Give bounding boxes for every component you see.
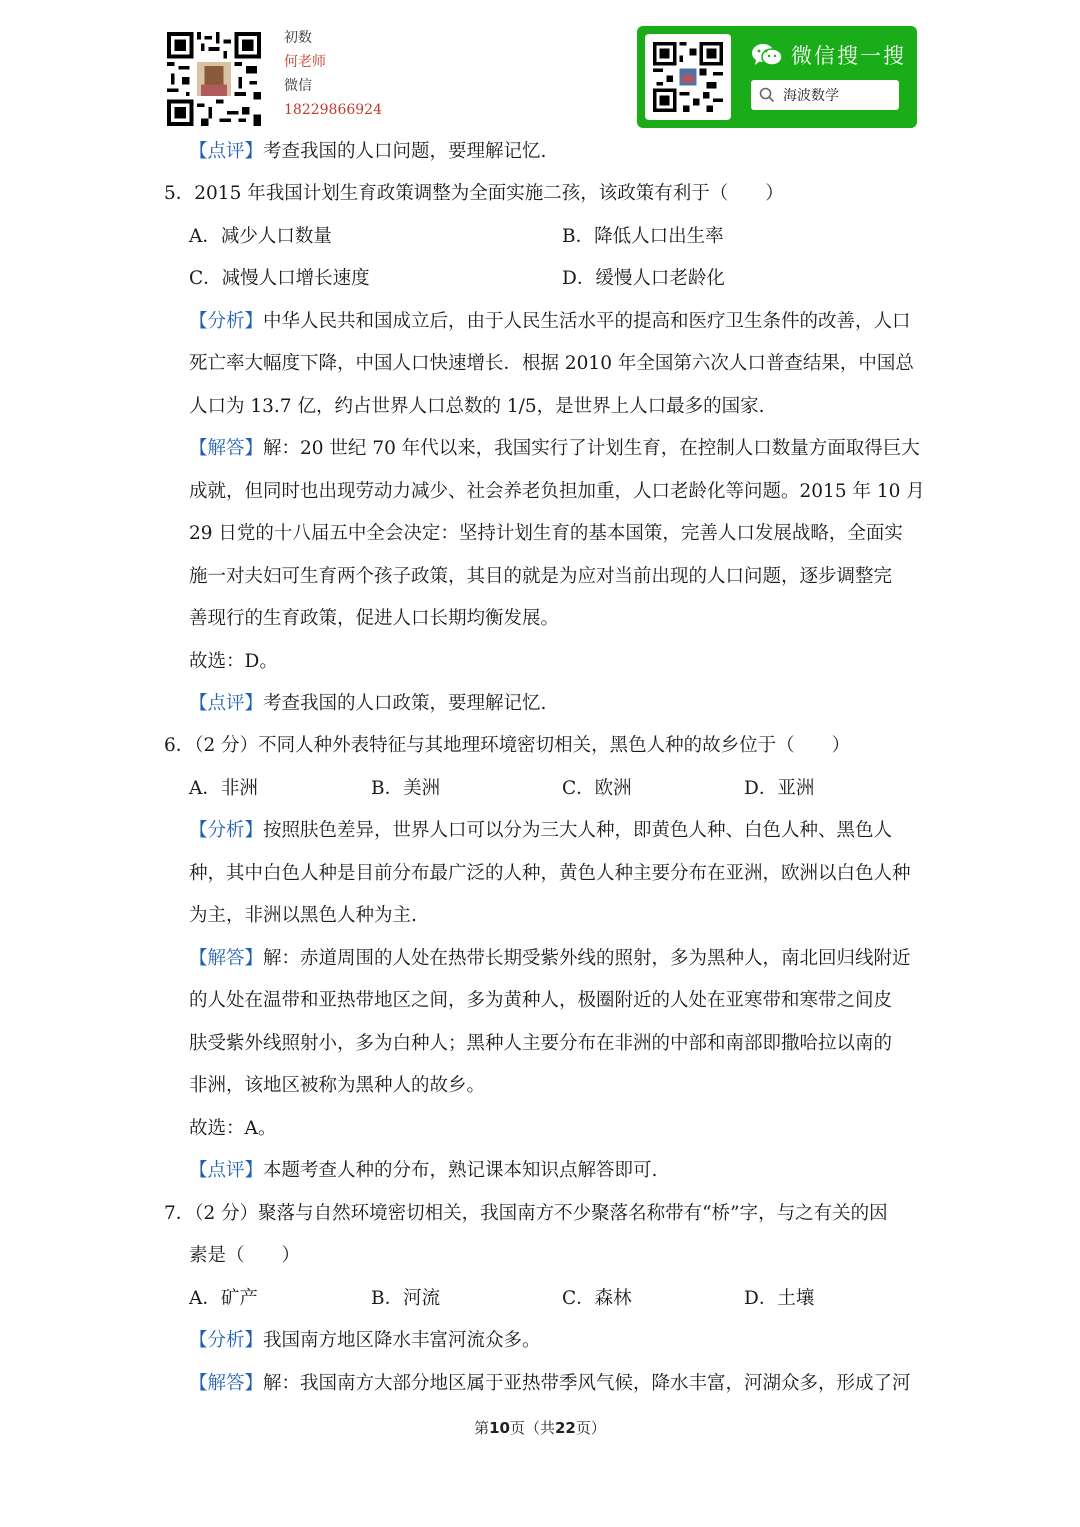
- comment-tag: 【点评】: [189, 1160, 264, 1181]
- q5-answer-line-5: 善现行的生育政策，促进人口长期均衡发展。: [189, 608, 560, 629]
- search-icon: [759, 87, 775, 103]
- q5-analysis-line-1: [189, 309, 911, 335]
- q7-option-b: B．河流: [371, 1288, 441, 1309]
- contact-line-subject: 初数: [284, 30, 312, 46]
- q5-comment: [189, 691, 546, 717]
- q6-analysis-line-3: 为主，非洲以黑色人种为主.: [189, 905, 417, 926]
- q6-option-a: A．非洲: [189, 778, 258, 799]
- q6-option-b: B．美洲: [371, 778, 441, 799]
- q5-analysis-line-2: 死亡率大幅度下降，中国人口快速增长．根据 2010 年全国第六次人口普查结果，中国总: [189, 353, 914, 374]
- contact-info: [284, 26, 382, 122]
- wechat-logo-icon: [751, 42, 783, 68]
- q5-option-d: D．缓慢人口老龄化: [562, 268, 725, 289]
- analysis-text: 中华人民共和国成立后，由于人民生活水平的提高和医疗卫生条件的改善，人口: [263, 311, 911, 332]
- q5-answer-line-3: 29 日党的十八届五中全会决定：坚持计划生育的基本国策，完善人口发展战略，全面实: [189, 523, 903, 544]
- wechat-title-text: 微信搜一搜: [791, 44, 906, 68]
- footer-suffix: 页）: [575, 1419, 606, 1437]
- footer-page-number: 10: [489, 1419, 510, 1437]
- qr-code-left: [167, 32, 261, 126]
- wechat-title: [751, 40, 906, 70]
- q4-comment: [189, 139, 546, 165]
- analysis-tag: 【分析】: [189, 1330, 264, 1351]
- answer-text: 解：20 世纪 70 年代以来，我国实行了计划生育，在控制人口数量方面取得巨大: [263, 438, 920, 459]
- comment-text: 考查我国的人口政策，要理解记忆.: [263, 693, 547, 714]
- q5-answer-line-2: 成就，但同时也出现劳动力减少、社会养老负担加重，人口老龄化等问题。2015 年 10 月: [189, 481, 925, 502]
- q6-option-c: C．欧洲: [562, 778, 632, 799]
- q5-answer-line-4: 施一对夫妇可生育两个孩子政策，其目的就是为应对当前出现的人口问题，逐步调整完: [189, 566, 893, 587]
- q6-answer-line-1: [189, 946, 911, 972]
- answer-tag: 【解答】: [189, 1373, 264, 1394]
- analysis-text: 按照肤色差异，世界人口可以分为三大人种，即黄色人种、白色人种、黑色人: [263, 820, 893, 841]
- q5-option-a: A．减少人口数量: [189, 226, 332, 247]
- comment-text: 本题考查人种的分布，熟记课本知识点解答即可.: [263, 1160, 658, 1181]
- q6-stem: 6．（2 分）不同人种外表特征与其地理环境密切相关，黑色人种的故乡位于（ ）: [164, 735, 851, 756]
- answer-text: 解：赤道周围的人处在热带长期受紫外线的照射，多为黑种人，南北回归线附近: [263, 948, 911, 969]
- q7-option-d: D．土壤: [744, 1288, 815, 1309]
- q5-option-b: B．降低人口出生率: [562, 226, 724, 247]
- q6-answer-line-3: 肤受紫外线照射小，多为白种人；黑种人主要分布在非洲的中部和南部即撒哈拉以南的: [189, 1033, 893, 1054]
- answer-tag: 【解答】: [189, 438, 264, 459]
- q6-answer-line-2: 的人处在温带和亚热带地区之间，多为黄种人，极圈附近的人处在亚寒带和寒带之间皮: [189, 990, 893, 1011]
- q7-option-a: A．矿产: [189, 1288, 258, 1309]
- q5-analysis-line-3: 人口为 13.7 亿，约占世界人口总数的 1/5，是世界上人口最多的国家.: [189, 396, 765, 417]
- comment-text: 考查我国的人口问题，要理解记忆.: [263, 141, 547, 162]
- wechat-search-box[interactable]: [751, 80, 899, 110]
- answer-tag: 【解答】: [189, 948, 264, 969]
- footer-middle: 页（共: [509, 1419, 555, 1437]
- q6-analysis-line-2: 种，其中白色人种是目前分布最广泛的人种，黄色人种主要分布在亚洲，欧洲以白色人种: [189, 863, 911, 884]
- q5-answer-line-1: [189, 436, 920, 462]
- q6-answer-line-4: 非洲，该地区被称为黑种人的故乡。: [189, 1075, 486, 1096]
- page-footer: [0, 1417, 1080, 1438]
- q6-choice: 故选：A。: [189, 1118, 277, 1139]
- q7-stem-line-2: 素是（ ）: [189, 1245, 301, 1266]
- wechat-qr-code: [645, 34, 731, 120]
- comment-tag: 【点评】: [189, 693, 264, 714]
- q6-option-d: D．亚洲: [744, 778, 815, 799]
- q7-stem-line-1: 7．（2 分）聚落与自然环境密切相关，我国南方不少聚落名称带有“桥”字，与之有关的因: [164, 1203, 888, 1224]
- q5-choice: 故选：D。: [189, 651, 278, 672]
- qr-code-image: [167, 32, 261, 126]
- answer-text: 解：我国南方大部分地区属于亚热带季风气候，降水丰富，河湖众多，形成了河: [263, 1373, 911, 1394]
- q7-analysis: [189, 1328, 541, 1354]
- footer-total-pages: 22: [555, 1419, 576, 1437]
- q7-option-c: C．森林: [562, 1288, 632, 1309]
- contact-teacher-name: 何老师: [284, 54, 326, 70]
- contact-phone: 18229866924: [284, 102, 382, 118]
- q5-option-c: C．减慢人口增长速度: [189, 268, 370, 289]
- contact-wechat-label: 微信: [284, 78, 312, 94]
- q5-stem: 5．2015 年我国计划生育政策调整为全面实施二孩，该政策有利于（ ）: [164, 183, 784, 204]
- q6-analysis-line-1: [189, 818, 892, 844]
- q6-comment: [189, 1158, 657, 1184]
- q7-answer-line-1: [189, 1371, 911, 1397]
- comment-tag: 【点评】: [189, 141, 264, 162]
- analysis-text: 我国南方地区降水丰富河流众多。: [263, 1330, 541, 1351]
- analysis-tag: 【分析】: [189, 311, 264, 332]
- wechat-qr-image: [653, 42, 723, 112]
- wechat-search-text: 海波数学: [783, 88, 839, 104]
- analysis-tag: 【分析】: [189, 820, 264, 841]
- wechat-search-banner[interactable]: [637, 26, 917, 128]
- footer-prefix: 第: [474, 1419, 490, 1437]
